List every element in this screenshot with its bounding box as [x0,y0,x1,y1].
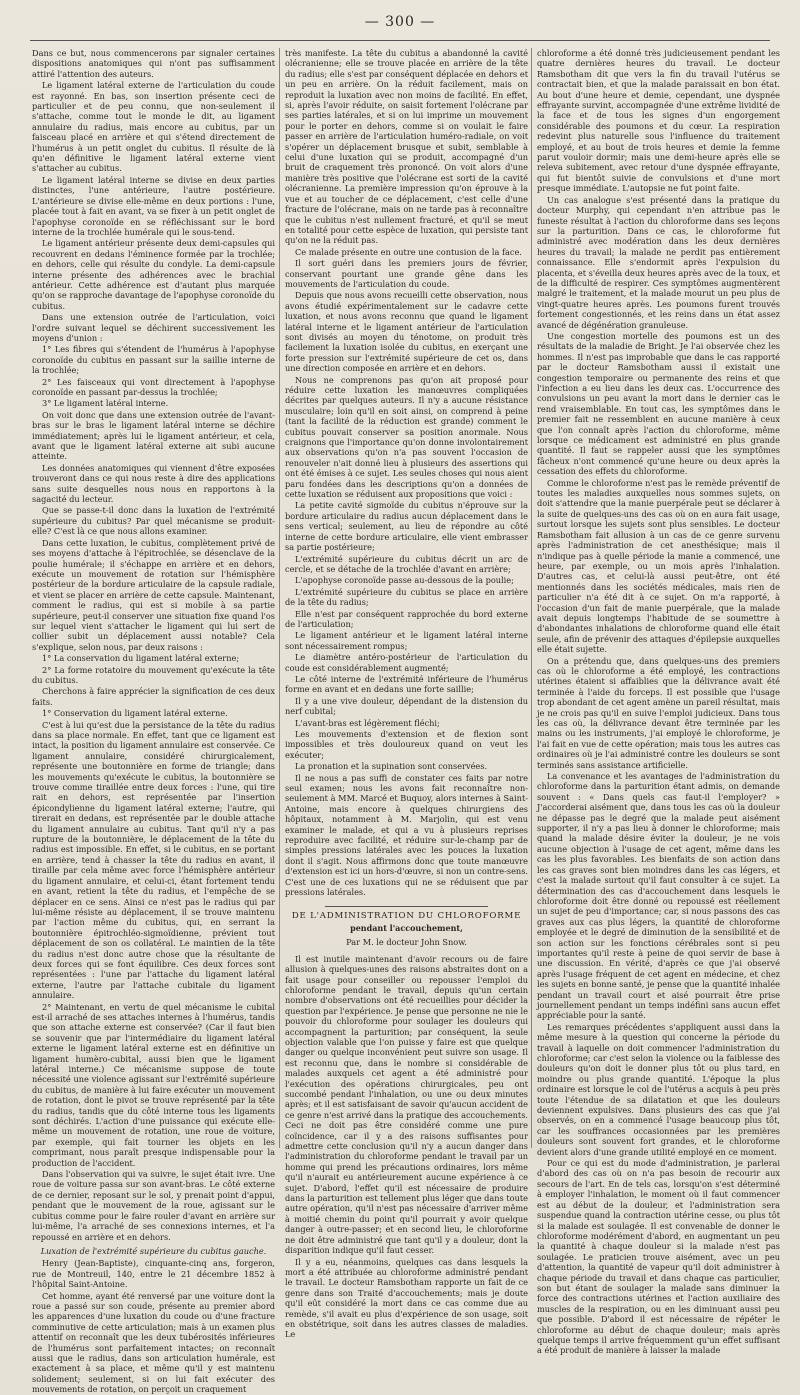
paragraph: Une congestion mortelle des poumons est un des résultats de la maladie de Bright. Je l'ai observée chez les hommes. Il n'est pas improbable que dans le cas rapporté par le docteur Ramsbotham aussi il existait une congestion temporaire ou permanente des reins et que l'infection a eu lieu dans les deux cas. L'occurrence des convulsions un peu avant la mort dans le dernier cas le rend vraisemblable. En tout cas, les symptômes dans le premier fait ne ressemblent en aucune manière à ceux que l'on connaît après l'action du chloroforme, même lorsque ce médicament est administré en plus grande quantité. Il faut se rappeler aussi que les symptômes fâcheux n'ont commencé qu'une heure ou deux après la cessation des effets du chloroforme. [537,330,780,477]
paragraph: Dans cette luxation, le cubitus, complètement privé de ses moyens d'attache à l'épitrochlée, se désenclave de la poulie humérale; il s'échappe en arrière et en dehors, exécute un mouvement de rotation sur l'hémisphère postérieur de la bordure articulaire de la capsule radiale, et vient se placer en arrière de cette capsule. Maintenant, comment le radius, qui est si mobile à sa partie supérieure, peut-il conserver une situation fixe quand l'os sur lequel vient s'attacher le ligament qui lui sert de collier subit un déplacement aussi notable? Cela s'explique, selon nous, par deux raisons : [32,537,275,652]
paragraph: 2° Les faisceaux qui vont directement à l'apophyse coronoïde en passant par-dessus la trochlée; [32,376,275,397]
section-subtitle: pendant l'accouchement, [350,922,463,933]
paragraph: Il y a eu, néanmoins, quelques cas dans lesquels la mort a été attribuée au chloroforme administré pendant le travail. Le docteur Ramsbotham rapporte un fait de ce genre dans son Traité d'accouchements; mais je doute qu'il eût considéré la mort dans ce cas comme due au remède, s'il avait eu plus d'expérience de son usage, soit en obstétrique, soit dans les autres classes de maladies. Le [285,1256,528,1340]
paragraph: C'est à lui qu'est due la persistance de la tête du radius dans sa place normale. En effet, tant que ce ligament est intact, la position du ligament annulaire est conservée. Ce ligament annulaire, considéré chirurgicalement, représente une boutonnière en forme de triangle; dans les mouvements qu'exécute le cubitus, la boutonnière se trouve comme tiraillée entre deux forces : l'une, qui tire rait en dehors, est représentée par l'insertion épicondylienne du ligament latéral externe; l'autre, qui tirerait en dedans, est représentée par le double attache du ligament annulaire au cubitus. Tant qu'il n'y a pas rupture de la boutonnière, le déplacement de la tête du radius est impossible. En effet, si le cubitus, en se portant en arrière, tend à chasser la tête du radius en avant, il tiraille par cela même avec force l'hémisphère antérieur du ligament annulaire, et celui-ci, étant fortement tendu en avant, retient la tête du radius, et l'empêche de se déplacer en ce sens. Ainsi ce n'est pas le radius qui par lui-même résiste au déplacement, il se trouve maintenu par l'action même du cubitus, qui, en serrant la boutonnière épitrochléo-sigmoïdienne, prévient tout déplacement de son os collatéral. Le maintien de la tête du radius n'est donc autre chose que la résultante de deux forces qui se font équilibre. Ces deux forces sont représentées : l'une par l'attache du ligament latéral externe, l'autre par l'attache cubitale du ligament annulaire. [32,719,275,1001]
section-title: DE L'ADMINISTRATION DU CHLOROFORME [291,910,522,921]
paragraph: Dans ce but, nous commencerons par signaler certaines dispositions anatomiques qui n'ont pas suffisamment attiré l'attention des auteurs. [32,48,275,79]
section-rule [325,906,488,907]
paragraph: On a prétendu que, dans quelques-uns des premiers cas où le chloroforme a été employé, les contractions utérines étaient si affaiblies que la délivrance avait été terminée à l'aide du forceps. Il est possible que l'usage trop abondant de cet agent amène un pareil résultat, mais je ne crois pas qu'il en suive l'emploi judicieux. Dans tous les cas où, la délivrance devant être terminée par les mains ou les instruments, j'ai employé le chloroforme, je l'ai fait en vue de cette opération; mais tous les autres cas ordinaires où je l'ai administré contre les douleurs se sont terminés sans assistance artificielle. [537,655,780,770]
paragraph: 2° La forme rotatoire du mouvement qu'exécute la tête du cubitus. [32,664,275,685]
paragraph: La pronation et la supination sont conservées. [295,761,488,772]
paragraph: Nous ne comprenons pas qu'on ait proposé pour réduire cette luxation les manœuvres compliquées décrites par quelques auteurs. Il n'y a aucune résistance musculaire; loin qu'il en soit ainsi, on comprend à peine (tant la facilité de la réduction est grande) comment le cubitus pouvait conserver sa position anormale. Nous craignons que l'importance qu'on donne involontairement aux observations qu'on n'a pas souvent l'occasion de renouveler n'ait donné lieu à plusieurs des assertions qui ont été émises à ce sujet. Les seules choses qui nous aient paru fondées dans les descriptions qu'on a données de cette luxation se réduisent aux propositions que voici : [285,374,528,500]
paragraph: 1° La conservation du ligament latéral externe; [42,653,240,664]
paragraph: Le ligament latéral interne se divise en deux parties distinctes, l'une antérieure, l'autre postérieure. L'antérieure se divise elle-même en deux portions : l'une, placée tout à fait en avant, va se fixer à un petit onglet de l'apophyse coronoïde en se réfléchissant sur le bord interne de la trochlée humérale qui le sous-tend. [32,174,275,237]
paragraph: On voit donc que dans une extension outrée de l'avant-bras sur le bras le ligament latéral interne se déchire immédiatement; après lui le ligament antérieur, et cela, avant que le ligament latéral externe ait subi aucune atteinte. [32,409,275,462]
paragraph: Le diamètre antéro-postérieur de l'articulation du coude est considérablement augmenté; [285,652,528,673]
paragraph: Que se passe-t-il donc dans la luxation de l'extrémité supérieure du cubitus? Par quel mécanisme se produit-elle? C'est là ce que nous allons examiner. [32,505,275,537]
column-1 [32,48,275,1395]
paragraph: L'apophyse coronoïde passe au-dessous de la poulie; [295,575,514,586]
paragraph: L'extrémité supérieure du cubitus se place en arrière de la tête du radius; [285,586,528,608]
paragraph: La petite cavité sigmoïde du cubitus n'éprouve sur la bordure articulaire du radius aucun déplacement dans le sens vertical; seulement, au lieu de répondre au côté interne de cette bordure articulaire, elle vient embrasser sa partie postérieure; [285,500,528,553]
author-byline: Par M. le docteur John Snow. [346,937,467,948]
paragraph: Le ligament antérieur et le ligament latéral interne sont nécessairement rompus; [285,630,528,651]
paragraph: 1° Les fibres qui s'étendent de l'humérus à l'apophyse coronoïde du cubitus en passant sur la saillie interne de la trochlée; [32,344,275,376]
paragraph: Comme le chloroforme n'est pas le remède préventif de toutes les maladies auxquelles nous sommes sujets, on doit s'attendre que la manie puerpérale peut se déclarer à la suite de quelques-uns des cas où on en aura fait usage, surtout lorsque les sujets sont plus sensibles. Le docteur Ramsbotham fait allusion à un cas de ce genre survenu après l'administration de cet anesthésique; mais il n'indique pas à quelle période la manie a commencé, une heure, par exemple, ou un mois après l'inhalation. D'autres cas, et celui-là aussi peut-être, ont été mentionnés dans les sociétés médicales, mais rien de particulier n'a été dit à ce sujet. On m'a rapporté, à l'occasion d'un fait de manie puerpérale, que la malade avait depuis longtemps l'habitude de se soumettre à d'abondantes inhalations de chloroforme quand elle était seule, afin de prévenir des attaques d'épilepsie auxquelles elle était sujette. [537,477,780,655]
paragraph: Dans une extension outrée de l'articulation, voici l'ordre suivant lequel se déchirent successivement les moyens d'union : [32,312,275,343]
paragraph: Ce malade présente en outre une contusion de la face. [295,246,522,257]
paragraph: Cet homme, ayant été renversé par une voiture dont la roue a passé sur son coude, présente au premier abord les apparences d'une luxation du coude ou d'une fracture comminutive de cette articulation; mais à un examen plus attentif on reconnaît que les deux tubérosités inférieures de l'humérus sont parfaitement intactes; on reconnaît aussi que le radius, dans son articulation humérale, est exactement à sa place, et même qu'il y est maintenu solidement; seulement, si on lui fait exécuter des mouvements de rotation, on perçoit un craquement [32,1290,275,1395]
paragraph: 2° Maintenant, en vertu de quel mécanisme le cubital est-il arraché de ses attaches internes à l'humérus, tandis que son attache externe est conservée? (Car il faut bien se souvenir que par l'intermédiaire du ligament latéral externe le ligament latéral externe est en définitive un ligament humèro-cubital, aussi bien que le ligament latéral interne.) Ce mécanisme suppose de toute nécessité une violence agissant sur l'extrémité supérieure du cubitus, de manière à lui faire exécuter un mouvement de rotation, dont le pivot se trouve représenté par la tête du radius, tandis que du côté interne tous les ligaments sont déchirés. L'action d'une puissance qui exécute elle-même un mouvement de rotation, une roue de voiture, par exemple, qui fait tourner les objets en les comprimant, nous paraît presque indispensable pour la production de l'accident. [32,1001,275,1168]
paragraph: Depuis que nous avons recueilli cette observation, nous avons étudié expérimentalement sur le cadavre cette luxation, et nous avons reconnu que quand le ligament latéral interne et le ligament antérieur de l'articulation sont divisés au moyen du ténotome, on produit très facilement la luxation isolée du cubitus, en exerçant une forte pression sur l'extrémité supérieure de cet os, dans une direction composée en arrière et en dehors. [285,290,528,374]
paragraph: Cherchons à faire apprécier la signification de ces deux faits. [32,686,275,707]
paragraph: 3° Le ligament latéral interne. [42,398,169,409]
paragraph: Un cas analogue s'est présenté dans la pratique du docteur Murphy, qui cependant n'en attribue pas le funeste résultat à l'action du chloroforme dans ses leçons sur la parturition. Dans ce cas, le chloroforme fut administré avec modération dans les deux dernières heures du travail; la malade ne perdit pas entièrement connaissance. Elle s'endormit après l'expulsion du placenta, et s'éveilla deux heures après avec de la toux, et de la difficulté de respirer. Ces symptômes augmentèrent malgré le traitement, et la malade mourut un peu plus de vingt-quatre heures après. Les poumons furent trouvés fortement congestionnés, et les reins dans un état assez avancé de dégénération granuleuse. [537,194,780,330]
paragraph: L'extrémité supérieure du cubitus décrit un arc de cercle, et se détache de la trochlée d'avant en arrière; [285,553,528,574]
case-heading: Luxation de l'extrémité supérieure du cubitus gauche. [40,1245,267,1256]
paragraph: Le ligament latéral externe de l'articulation du coude est rayonné. En bas, son insertion présente ceci de particulier et de peu connu, que non-seulement il s'attache, comme tout le monde le dit, au ligament annulaire du radius, mais encore au cubitus, par un faisceau placé en arrière et qui s'étend directement de l'humérus à un petit onglet du cubitus. Il résulte de là qu'en définitive le ligament latéral externe vient s'attacher au cubitus. [32,80,275,174]
paragraph: Les mouvements d'extension et de flexion sont impossibles et très douloureux quand on veut les exécuter; [285,729,528,760]
page-number: — 300 — [364,14,436,30]
paragraph: La convenance et les avantages de l'administration du chloroforme dans la parturition étant admis, on demande souvent : « Dans quels cas faut-il l'employer? » J'accorderai aisément que, dans tous les cas où la douleur ne dépasse pas le degré que la malade peut aisément supporter, il n'y a pas lieu à donner le chloroforme; mais quand la malade désire éviter la douleur, je ne vois aucune objection à l'usage de cet agent, même dans les cas les plus favorables. Les bienfaits de son action dans les cas graves sont bien moindres dans les cas légers, et c'est la malade surtout qu'il faut consulter à ce sujet. La détermination des cas d'accouchement dans lesquels le chloroforme doit être donné ou repoussé est réellement un sujet de peu d'importance; car, si nous passons des cas graves aux cas plus légers, la quantité de chloroforme employée et le degré de diminution de la sensibilité et de son action sur les fonctions cérébrales sont si peu importantes qu'il reste à peine de quoi servir de base à une discussion. En vérité, d'après ce que j'ai observé après l'usage fréquent de cet agent en médecine, et chez les sujets en bonne santé, je pense que la quantité inhalée pendant un travail court et aisé pourrait être prise journellement pendant un temps indéfini sans aucun effet appréciable pour la santé. [537,771,780,1021]
paragraph: Henry (Jean-Baptiste), cinquante-cinq ans, forgeron, rue de Montreuil, 140, entre le 21 décembre 1852 à l'hôpital Saint-Antoine. [32,1258,275,1290]
paragraph: très manifeste. La tête du cubitus a abandonné la cavité olécranienne; elle se trouve placée en arrière de la tête du radius; elle s'est par conséquent déplacée en dehors et un peu en arrière. On la réduit facilement, mais on reproduit la luxation avec non moins de facilité. En effet, si, après l'avoir réduite, on saisit fortement l'olécrane par ses parties latérales, et si on lui imprime un mouvement pour le porter en dehors, comme si on voulait le faire passer en arrière de l'articulation huméro-radiale, on voit s'opérer un déplacement brusque et subit, semblable à celui d'une luxation qui se produit, accompagné d'un bruit de craquement très prononcé. On voit alors d'une manière très positive que l'olécrane est sorti de la cavité olécranienne. La première impression qu'on éprouve à la vue et au toucher de ce déplacement, c'est celle d'une fracture de l'olécrane, mais on ne tarde pas à reconnaître que le cubitus n'est nullement fracturé, et qu'il se meut en totalité pour cette espèce de luxation, qui persiste tant qu'on ne la réduit pas. [285,48,528,246]
paragraph: 1° Conservation du ligament latéral externe. [42,708,228,719]
paragraph: Il ne nous a pas suffi de constater ces faits par notre seul examen; nous les avons fait reconnaître non-seulement à MM. Marcé et Buquoy, alors internes à Saint-Antoine, mais encore à quelques chirurgiens des hôpitaux, notamment à M. Marjolin, qui est venu examiner le malade, et qui a vu à plusieurs reprises reproduire avec facilité, et réduire sur-le-champ par de simples pressions latérales avec les pouces la luxation dont il s'agit. Nous affirmons donc que toute manœuvre d'extension est ici un hors-d'œuvre, si non un contre-sens. C'est une de ces luxations qui ne se réduisent que par pressions latérales. [285,772,528,898]
paragraph: Il sort guéri dans les premiers jours de février, conservant pourtant une grande gêne dans les mouvements de l'articulation du coude. [285,258,528,289]
paragraph: chloroforme a été donné très judicieusement pendant les quatre dernières heures du travail. Le docteur Ramsbotham dit que vers la fin du travail l'utérus se contractait bien, et que la malade paraissait en bon état. Au bout d'une heure et demie, cependant, une dyspnée effrayante survint, accompagnée d'une extrême lividité de la face et de tous les signes d'un engorgement considérable des poumons et du cœur. La respiration redevint plus naturelle sous l'influence du traitement employé, et au bout de trois heures et demie la femme parut vouloir dormir; mais une demi-heure après elle se releva subitement, avec retour d'une dyspnée effrayante, qui fut bientôt suivie de convulsions et d'une mort presque immédiate. L'autopsie ne fut point faite. [537,48,780,194]
column-divider [531,48,532,1148]
header-rule [30,40,770,41]
paragraph: Dans l'observation qui va suivre, le sujet était ivre. Une roue de voiture passa sur son avant-bras. Le côté externe de ce dernier, reposant sur le sol, y prenait point d'appui, pendant que le mouvement de la roue, agissant sur le cubitus comme pour le faire rouler d'avant en arrière sur lui-même, l'a arraché de ses connexions internes, et l'a repoussé en arrière et en dehors. [32,1169,275,1242]
paragraph: Les données anatomiques qui viennent d'être exposées trouveront dans ce qui nous reste à dire des applications sans suite desquelles nous nous en rapportons à la sagacité du lecteur. [32,462,275,505]
paragraph: L'avant-bras est légèrement fléchi; [295,717,440,728]
paragraph: Pour ce qui est du mode d'administration, je parlerai d'abord des cas où on n'a pas besoin de recourir aux secours de l'art. En de tels cas, lorsqu'on s'est déterminé à employer l'inhalation, le moment où il faut commencer est au début de la douleur, et l'administration sera suspendue quand la contraction utérine cesse, ou plus tôt si la malade est soulagée. Il est convenable de donner le chloroforme modérément d'abord, en augmentant un peu la quantité à chaque douleur si la malade n'est pas soulagée. Le praticien trouve aisément, avec un peu d'attention, la quantité de vapeur qu'il doit administrer à chaque période du travail et dans chaque cas particulier, son but étant de soulager la malade sans diminuer la force des contractions utérines et l'action auxiliaire des muscles de la respiration, ou en les diminuant aussi peu que possible. D'abord il est nécessaire de répéter le chloroforme au début de chaque douleur; mais après quelque temps il arrive fréquemment qu'un effet suffisant a été produit de manière à laisser la malade [537,1158,780,1356]
paragraph: Le ligament antérieur présente deux demi-capsules qui recouvrent en dedans l'éminence formée par la trochlée; en dehors, celle qui résulte du condyle. La demi-capsule interne présente des adhérences avec le brachial antérieur. Cette adhérence est d'autant plus marquée qu'on se rapproche davantage de l'apophyse coronoïde du cubitus. [32,238,275,311]
paragraph: Il est inutile maintenant d'avoir recours ou de faire allusion à quelques-unes des raisons abstraites dont on a fait usage pour conseiller ou repousser l'emploi du chloroforme pendant le travail, depuis qu'un certain nombre d'observations ont été recueillies pour décider la question par l'expérience. Je pense que personne ne nie le pouvoir du chloroforme pour soulager les douleurs qui accompagnent la parturition; par conséquent, la seule objection valable que l'on puisse y faire est que quelque danger ou quelque inconvénient peut suivre son usage. Il est reconnu que, dans le nombre si considérable de malades auxquels cet agent a été administré pour l'exécution des opérations chirurgicales, peu ont succombé pendant l'inhalation, ou une ou deux minutes après; et il est satisfaisant de savoir qu'aucun accident de ce genre n'est arrivé dans la pratique des accouchements. Ceci ne doit pas être considéré comme une pure coïncidence, car il y a des raisons suffisantes pour admettre cette conclusion qu'il n'y a aucun danger dans l'administration du chloroforme pendant le travail par un homme qui prend les précautions ordinaires, lors même qu'il n'aurait eu antérieurement aucune expérience à ce sujet. D'abord, l'effet qu'il est nécessaire de produire dans la parturition est tellement plus léger que dans toute autre opération, qu'il n'est pas nécessaire d'arriver même à moitié chemin du point qu'il pourrait y avoir quelque danger à outre-passer; et en second lieu, le chloroforme ne doit être administré que tant qu'il y a douleur, dont la disparition indique qu'il faut cesser. [285,953,528,1256]
column-3 [537,48,780,1356]
column-2 [285,48,528,1340]
paragraph: Il y a une vive douleur, dépendant de la distension du nerf cubital; [285,695,528,717]
column-divider [279,48,280,1148]
paragraph: Les remarques précédentes s'appliquent aussi dans la même mesure à la question qui concerne la période du travail à laquelle on doit commencer l'administration du chloroforme; car c'est selon la violence ou la faiblesse des douleurs qu'on doit le donner plus tôt ou plus tard, en moindre ou plus grande quantité. L'époque la plus ordinaire est lorsque le col de l'utérus a acquis à peu près toute l'étendue de sa dilatation et que les douleurs deviennent expulsives. Dans plusieurs des cas que j'ai observés, on en a commencé l'usage beaucoup plus tôt, car les souffrances occasionnées par les premières douleurs sont souvent fort grandes, et le chloroforme devient alors d'une grande utilité employé en ce moment. [537,1021,780,1157]
paragraph: Elle n'est par conséquent rapprochée du bord externe de l'articulation; [285,608,528,629]
paragraph: Le côté interne de l'extrémité inférieure de l'humérus forme en avant et en dedans une forte saillie; [285,673,528,695]
